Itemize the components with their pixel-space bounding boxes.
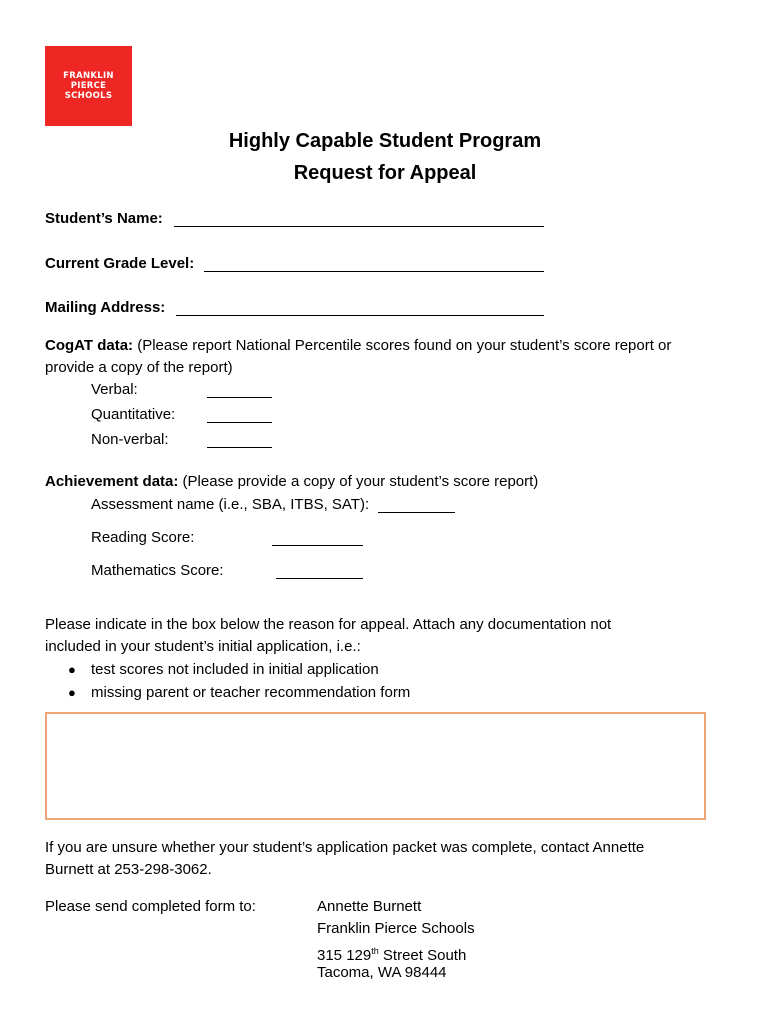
street-name: Street South	[378, 947, 467, 964]
recipient-street	[317, 942, 466, 965]
send-to-label: Please send completed form to:	[45, 898, 256, 915]
logo-line-3: SCHOOLS	[64, 91, 113, 101]
appeal-reason-box[interactable]	[45, 712, 706, 820]
contact-line2: Burnett at 253-298-3062.	[45, 861, 212, 878]
assessment-name-field[interactable]	[378, 512, 455, 513]
street-number: 315 129	[317, 947, 372, 964]
bullet-icon: ●	[68, 685, 76, 700]
street-ordinal: th	[371, 946, 379, 956]
recipient-org: Franklin Pierce Schools	[317, 920, 475, 937]
math-score-field[interactable]	[276, 578, 363, 579]
math-score-label: Mathematics Score:	[91, 562, 224, 579]
cogat-description	[45, 337, 671, 355]
achievement-description	[45, 473, 538, 491]
quantitative-field[interactable]	[207, 422, 272, 423]
cogat-desc-line1: (Please report National Percentile scores found on your student’s score report or	[137, 337, 672, 354]
grade-level-label: Current Grade Level:	[45, 255, 195, 272]
appeal-instructions-line2: included in your student’s initial application, i.e.:	[45, 638, 361, 655]
logo-line-1: FRANKLIN	[63, 71, 114, 81]
recipient-name: Annette Burnett	[317, 898, 422, 915]
form-subtitle: Request for Appeal	[293, 162, 477, 184]
appeal-instructions-line1: Please indicate in the box below the reason for appeal. Attach any documentation not	[45, 616, 612, 633]
quantitative-label: Quantitative:	[91, 406, 176, 423]
cogat-label: CogAT data:	[45, 337, 134, 354]
franklin-pierce-logo	[45, 46, 132, 126]
achievement-label: Achievement data:	[45, 473, 179, 490]
verbal-label: Verbal:	[91, 381, 138, 398]
student-name-label: Student’s Name:	[45, 210, 163, 227]
nonverbal-field[interactable]	[207, 447, 272, 448]
logo-line-2: PIERCE	[70, 81, 107, 91]
grade-level-field[interactable]	[204, 271, 544, 272]
contact-line1: If you are unsure whether your student’s application packet was complete, contact Annette	[45, 839, 645, 856]
mailing-address-label: Mailing Address:	[45, 299, 166, 316]
assessment-name-label: Assessment name (i.e., SBA, ITBS, SAT):	[91, 496, 370, 513]
nonverbal-label: Non-verbal:	[91, 431, 169, 448]
appeal-bullet-1: test scores not included in initial application	[91, 661, 379, 678]
appeal-bullet-2: missing parent or teacher recommendation form	[91, 684, 411, 701]
reading-score-field[interactable]	[272, 545, 363, 546]
cogat-desc-line2: provide a copy of the report)	[45, 359, 233, 376]
recipient-city: Tacoma, WA 98444	[317, 964, 447, 981]
form-title: Highly Capable Student Program	[228, 130, 542, 152]
mailing-address-field[interactable]	[176, 315, 544, 316]
reading-score-label: Reading Score:	[91, 529, 195, 546]
student-name-field[interactable]	[174, 226, 544, 227]
achievement-desc: (Please provide a copy of your student’s score report)	[182, 473, 539, 490]
bullet-icon: ●	[68, 662, 76, 677]
verbal-field[interactable]	[207, 397, 272, 398]
